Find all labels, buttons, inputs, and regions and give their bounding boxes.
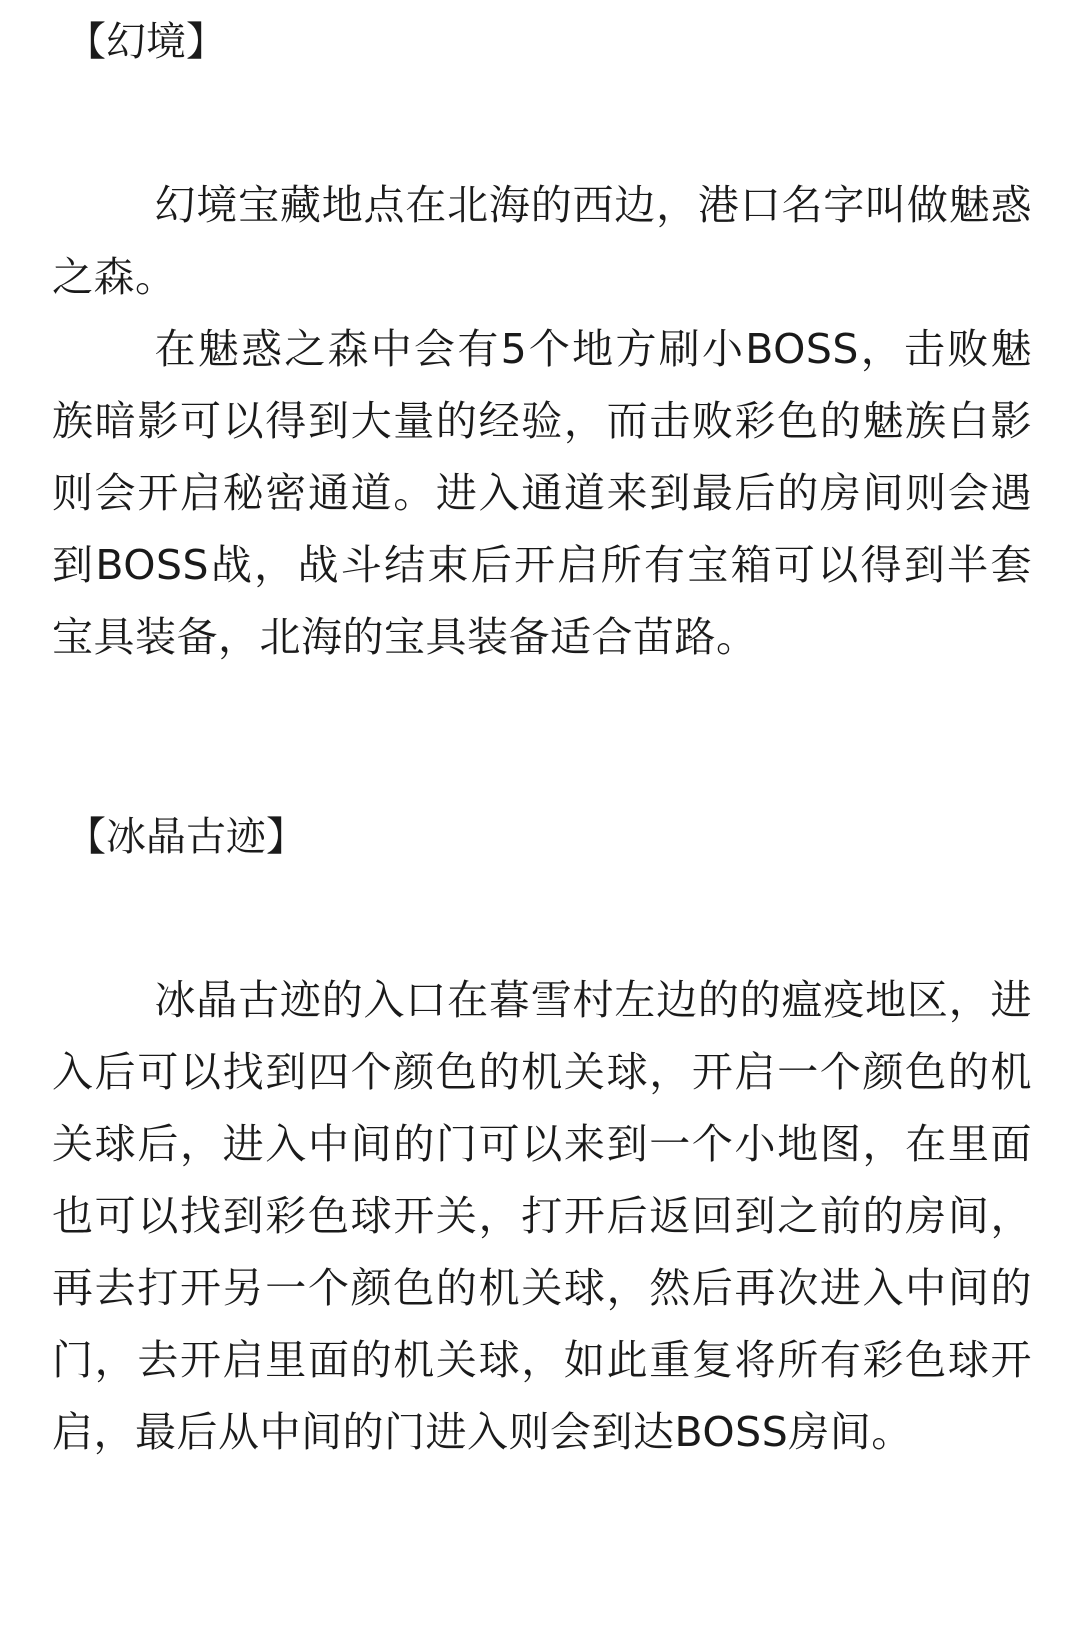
- paragraph: 在魅惑之森中会有5个地方刷小BOSS，击败魅族暗影可以得到大量的经验，而击败彩色的魅族白影则会开启秘密通道。进入通道来到最后的房间则会遇到BOSS战，战斗结束后开启所有宝箱可以得到半套宝具装备，北海的宝具装备适合苗路。: [52, 325, 1032, 661]
- section-bingjing-guji: [52, 814, 1032, 1468]
- section-title: 【幻境】: [66, 19, 226, 65]
- section-huanjing: [52, 0, 1032, 673]
- paragraph: 幻境宝藏地点在北海的西边，港口名字叫做魅惑之森。: [52, 181, 1032, 301]
- section-title: 【冰晶古迹】: [66, 814, 306, 860]
- paragraph: 冰晶古迹的入口在暮雪村左边的的瘟疫地区，进入后可以找到四个颜色的机关球，开启一个颜色的机关球后，进入中间的门可以来到一个小地图，在里面也可以找到彩色球开关，打开后返回到之前的房间，再去打开另一个颜色的机关球，然后再次进入中间的门，去开启里面的机关球，如此重复将所有彩色球开启，最后从中间的门进入则会到达BOSS房间。: [52, 976, 1032, 1456]
